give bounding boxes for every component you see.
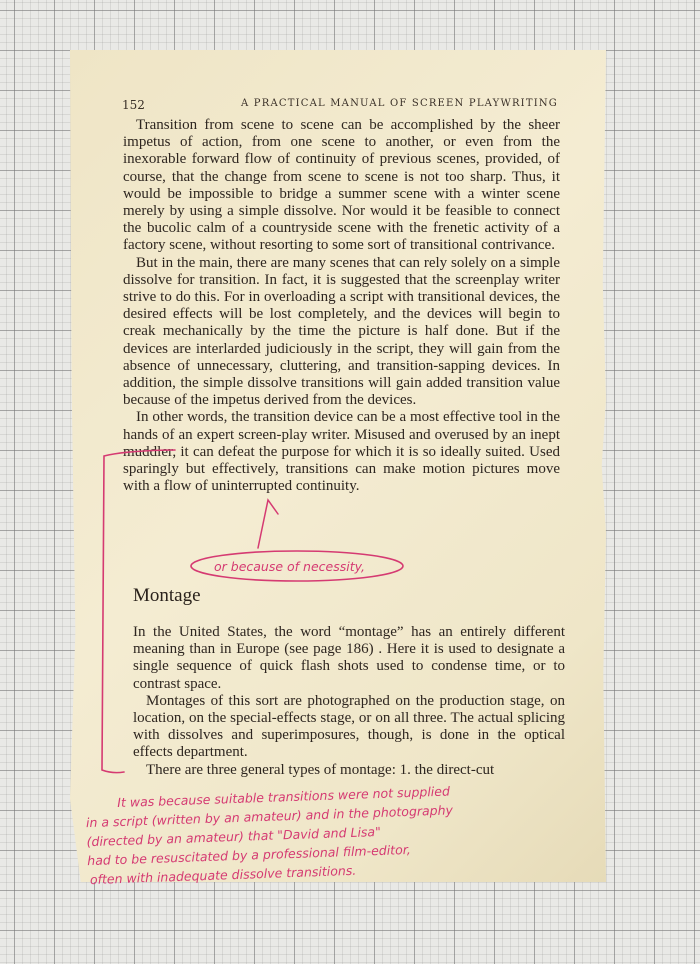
paragraph: In other words, the transition device can be a most effective tool in the hands of an expert screen-play writer. Misused and overused by an inept muddler, it can defeat the purpose for which it is so ideally suited. Used sparingly but effectively, transitions can make motion pictures move with a flow of uninterrupted continuity. <box>123 409 560 495</box>
page-number: 152 <box>122 98 145 112</box>
bottom-note-line: often with inadequate dissolve transitions. <box>89 862 357 888</box>
bottom-note-line: It was because suitable transitions were not supplied <box>117 783 451 811</box>
paragraph: But in the main, there are many scenes that can rely solely on a simple dissolve for transition. In fact, it is suggested that the screenplay writer strive to do this. For in overloading a script with transitional devices, the desired effects will be lost completely, and the devices will begin to creak mechanically by the time the picture is half done. But if the devices are interlarded judiciously in the script, they will gain from the absence of unnecessary, cluttering, and transition-sapping devices. In addition, the simple dissolve transitions will gain added transition value because of the impetus derived from the devices. <box>123 254 560 409</box>
page-header <box>122 98 558 114</box>
running-title: A PRACTICAL MANUAL OF SCREEN PLAYWRITING <box>241 98 558 109</box>
margin-note: or because of necessity, <box>214 559 366 574</box>
paragraph: In the United States, the word “montage” has an entirely different meaning than in Europe (see page 186) . Here it is used to designate a single sequence of quick flash shots used to condense time, or to contrast space. <box>133 624 565 692</box>
paragraph: Montages of this sort are photographed on the production stage, on location, on the special-effects stage, or on all three. The actual splicing with dissolves and superimposures, though, is done in the optical effects department. <box>133 692 565 761</box>
bottom-note-line: (directed by an amateur) that "David and Lisa" <box>86 823 382 850</box>
paragraph: There are three general types of montage: 1. the direct-cut <box>146 761 495 778</box>
transition-section <box>123 117 560 495</box>
montage-section <box>133 624 565 779</box>
section-heading: Montage <box>133 585 201 606</box>
paragraph: Transition from scene to scene can be accomplished by the sheer impetus of action, from one scene to another, or even from the inexorable forward flow of continuity of previous scenes, provided, of course, that the change from scene to scene is not too sharp. Thus, it would be impossible to bridge a summer scene with a winter scene merely by using a simple dissolve. Nor would it be feasible to connect the bucolic calm of a countryside scene with the frenetic activity of a factory scene, without resorting to some sort of transitional contrivance. <box>123 117 560 254</box>
bottom-note-line: in a script (written by an amateur) and in the photography <box>85 802 454 831</box>
bottom-note-line: had to be resuscitated by a professional film-editor, <box>87 841 411 869</box>
